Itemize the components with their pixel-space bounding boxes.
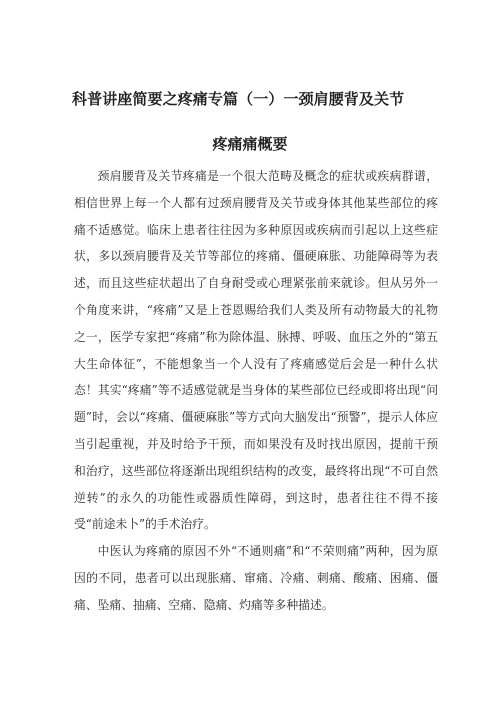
document-body <box>74 163 438 619</box>
body-paragraph-2: 中医认为疼痛的原因不外“不通则痛”和“不荣则痛”两种，因为原因的不同，患者可以出现胀痛、窜痛、冷痛、刺痛、酸痛、困痛、僵痛、坠痛、抽痛、空痛、隐痛、灼痛等多种描述。 <box>74 544 438 612</box>
section-subtitle: 疼痛痛概要 <box>212 135 288 153</box>
document-title: 科普讲座简要之疼痛专篇（一）一颈肩腰背及关节 <box>72 90 405 108</box>
body-paragraph-1: 颈肩腰背及关节疼痛是一个很大范畴及概念的症状或疾病群谱，相信世界上每一个人都有过颈肩腰背及关节或身体其他某些部位的疼痛不适感觉。临床上患者往往因为多种原因或疾病而引起以上这些症状，多以颈肩腰背及关节等部位的疼痛、僵硬麻胀、功能障碍等为表述，而且这些症状超出了自身耐受或心理紧张前来就诊。但从另外一个角度来讲，“疼痛”又是上苍恩赐给我们人类及所有动物最大的礼物之一，医学专家把“疼痛”称为除体温、脉搏、呼吸、血压之外的“第五大生命体征”，不能想象当一个人没有了疼痛感觉后会是一种什么状态！其实“疼痛”等不适感觉就是当身体的某些部位已经或即将出现“问题”时，会以“疼痛、僵硬麻胀”等方式向大脑发出“预警”，提示人体应当引起重视，并及时给予干预，而如果没有及时找出原因，提前干预和治疗，这些部位将逐渐出现组织结构的改变，最终将出现“不可自然逆转”的永久的功能性或器质性障碍，到这时，患者往往不得不接受“前途未卜”的手术治疗。 <box>74 169 438 532</box>
